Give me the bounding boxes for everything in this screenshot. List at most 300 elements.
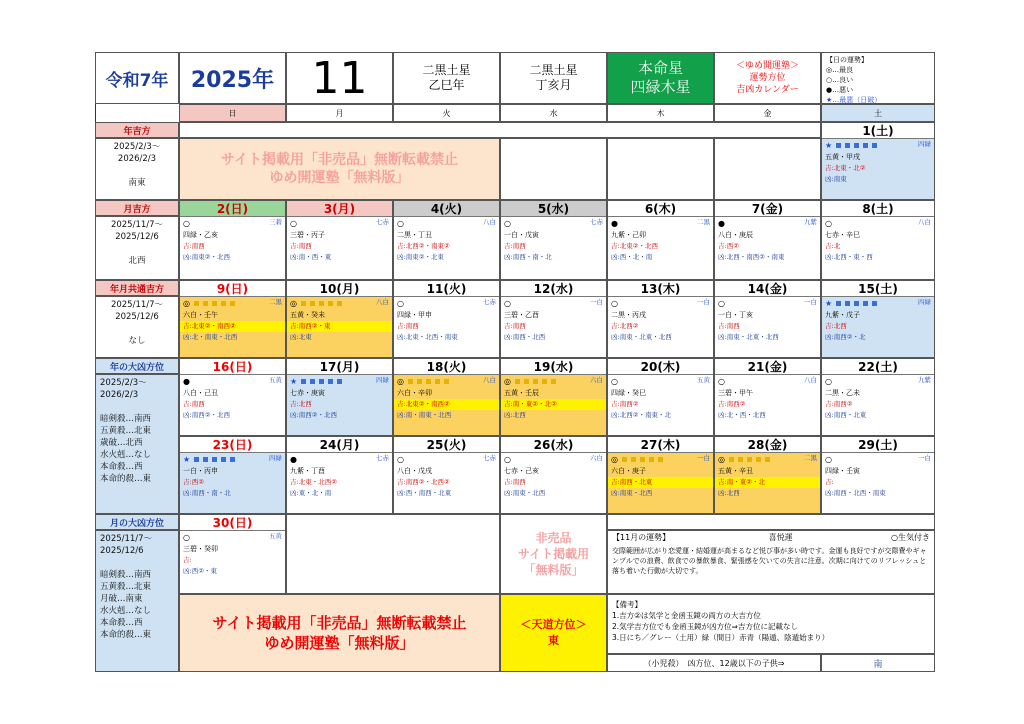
lucky-directions: 吉:南・東②・北	[715, 477, 820, 488]
nine-star: 九紫	[918, 376, 931, 384]
lucky-directions: 吉:北東・北②	[825, 164, 866, 172]
day-kanshi: 七赤・辛巳	[825, 231, 860, 239]
fortune-mark: ○	[397, 299, 404, 308]
month-lucky-info	[95, 216, 179, 280]
day-kanshi: 二黒・丙戌	[611, 311, 646, 319]
decor-squares	[513, 378, 558, 386]
day-date: 6(木)	[608, 201, 713, 217]
lucky-directions: 吉:北西	[825, 322, 847, 330]
day-body	[180, 375, 285, 436]
day-date: 16(日)	[180, 359, 285, 375]
legend-good: ○…良い	[826, 76, 854, 84]
month-star	[500, 52, 607, 104]
lucky-directions: 吉:北西	[290, 400, 312, 408]
day-mark-row	[501, 375, 606, 388]
weekday-0: 日	[179, 104, 286, 122]
unlucky-directions: 凶:北西	[504, 411, 526, 419]
day-date: 2(日)	[180, 201, 285, 217]
unlucky-directions: 凶:南・西・東	[290, 253, 332, 261]
day-date: 7(金)	[715, 201, 820, 217]
tendo-dir: 東	[548, 634, 559, 647]
day-body	[394, 297, 499, 358]
unlucky-directions: 凶:西・北・南	[611, 253, 653, 261]
blank-cell	[500, 138, 607, 200]
day-mark-row	[180, 217, 285, 230]
notice-bottom	[179, 594, 500, 672]
day-cell[interactable]	[286, 436, 393, 514]
day-mark-row	[715, 375, 820, 388]
day-date: 24(月)	[287, 437, 392, 453]
fortune-text: 交際範囲が広がり恋愛運・結婚運が高まるなど悦び事が多い時です。金運も良好ですが交際費やギャンブルでの浪費、飲食での暴飲暴食、緊張感を欠いての失言に注意。次期に向けてのリフレッシュと落ち着いた行動が大切です。	[612, 547, 927, 575]
day-mark-row	[287, 453, 392, 466]
lucky-directions: 吉:西②	[718, 242, 740, 250]
day-date: 30(日)	[180, 515, 285, 531]
day-cell[interactable]	[500, 200, 607, 280]
fortune-mark: ○	[183, 533, 190, 542]
day-body	[715, 375, 820, 436]
fortune-mark: ○	[504, 455, 511, 464]
day-body	[501, 217, 606, 280]
fortune-mark: ○	[718, 299, 725, 308]
fortune-mark: ◎	[718, 455, 725, 464]
unlucky-directions: 凶:東・北・南	[290, 489, 332, 497]
lucky-directions: 吉:	[825, 478, 834, 486]
year-bad-period: 2025/2/3〜 2026/2/3	[100, 378, 147, 400]
day-cell[interactable]	[286, 280, 393, 358]
fortune-mark: ○	[397, 455, 404, 464]
fortune-mark: ○	[825, 377, 832, 386]
day-body	[822, 139, 934, 200]
day-date: 11(火)	[394, 281, 499, 297]
unlucky-directions: 凶:南西②・北	[825, 333, 866, 341]
notice-top-line2: ゆめ開運塾「無料版」	[269, 170, 410, 186]
fortune-mark: ○	[504, 219, 511, 228]
day-mark-row	[394, 453, 499, 466]
nine-star: 一白	[804, 298, 817, 306]
nine-star: 五黄	[269, 532, 282, 540]
day-cell[interactable]	[714, 200, 821, 280]
day-kanshi: 五黄・癸未	[290, 311, 325, 319]
child-bad-dir: 南	[821, 654, 935, 672]
legend-best: ◎…最良	[826, 66, 854, 74]
nine-star: 八白	[483, 376, 496, 384]
day-cell[interactable]	[607, 436, 714, 514]
day-cell[interactable]	[821, 280, 935, 358]
day-body	[180, 217, 285, 280]
day-mark-row	[180, 531, 285, 544]
day-cell[interactable]	[607, 200, 714, 280]
fortune-mark: ●	[183, 377, 190, 386]
fortune-mark: ★	[290, 377, 298, 386]
day-mark-row	[608, 297, 713, 310]
unlucky-directions: 凶:南東・北西	[611, 489, 653, 497]
lucky-directions: 吉:	[183, 556, 192, 564]
month-bad-label: 月の大凶方位	[95, 514, 179, 530]
nine-star: 三碧	[269, 218, 282, 226]
legend-worst: ★…最悪（日破）	[826, 96, 882, 104]
lucky-directions: 吉:北東・北西②	[290, 478, 338, 486]
fortune-mark: ○	[825, 219, 832, 228]
day-date: 8(土)	[822, 201, 934, 217]
day-cell[interactable]	[500, 358, 607, 436]
day-cell[interactable]	[393, 358, 500, 436]
day-kanshi: 三碧・乙酉	[504, 311, 539, 319]
day-kanshi: 七赤・己亥	[504, 467, 539, 475]
lucky-directions: 吉:南西	[718, 322, 740, 330]
tendo-label: ＜天道方位＞	[520, 618, 587, 631]
nine-star: 一白	[697, 454, 710, 462]
lucky-directions: 吉:南・東②・北②	[501, 399, 606, 410]
decor-squares	[299, 300, 344, 308]
day-date: 9(日)	[180, 281, 285, 297]
day-mark-row	[822, 297, 934, 310]
unlucky-directions: 凶:北西・南西②・南東	[718, 253, 785, 261]
day-mark-row	[287, 297, 392, 310]
unlucky-directions: 凶:北西・東・西	[825, 253, 873, 261]
notes-line-2: 2.気学吉方位でも金函玉鏡が凶方位⇒吉方位に記載なし	[612, 622, 798, 631]
lucky-directions: 吉:北東②・北西	[611, 242, 659, 250]
day-body	[180, 531, 285, 594]
nine-star: 八白	[376, 298, 389, 306]
day-body	[715, 453, 820, 514]
day-date: 20(木)	[608, 359, 713, 375]
day-mark-row	[715, 217, 820, 230]
fortune-mark: ◎	[290, 299, 297, 308]
day-kanshi: 六白・壬午	[183, 311, 218, 319]
legend-title: 【日の運勢】	[826, 56, 868, 64]
unlucky-directions: 凶:北西②・南東・北	[611, 411, 672, 419]
blank-cell	[714, 138, 821, 200]
day-date: 29(土)	[822, 437, 934, 453]
month-lucky-dir: 北西	[128, 256, 146, 266]
nine-star: 四緑	[269, 454, 282, 462]
day-kanshi: 三碧・丙子	[290, 231, 325, 239]
fortune-mark: ★	[825, 141, 833, 150]
title-line-2: 運勢方位	[749, 73, 786, 83]
day-mark-row	[394, 375, 499, 388]
day-kanshi: 五黄・甲戌	[825, 153, 860, 161]
year-lucky-dir: 南東	[128, 178, 146, 188]
nine-star: 一白	[590, 298, 603, 306]
lucky-directions: 吉:南西②	[825, 400, 853, 408]
lucky-directions: 吉:西②	[183, 478, 205, 486]
decor-squares	[727, 456, 772, 464]
year-bad-info	[95, 374, 179, 514]
fortune-type: ○生気付き	[891, 533, 930, 542]
year-lucky-info	[95, 138, 179, 200]
nine-star: 七赤	[376, 454, 389, 462]
day-kanshi: 八白・己丑	[183, 389, 218, 397]
year-bad-label: 年の大凶方位	[95, 358, 179, 374]
unlucky-directions: 凶:南東②・北西	[183, 253, 231, 261]
day-cell[interactable]	[607, 280, 714, 358]
day-body	[822, 453, 934, 514]
day-mark-row	[287, 375, 392, 388]
day-date: 27(木)	[608, 437, 713, 453]
day-kanshi: 四緑・乙亥	[183, 231, 218, 239]
blank-cell	[286, 514, 500, 594]
day-date: 19(水)	[501, 359, 606, 375]
day-kanshi: 一白・丙申	[183, 467, 218, 475]
day-cell[interactable]	[500, 436, 607, 514]
notes-title: 【備考】	[612, 600, 642, 609]
day-mark-row	[180, 375, 285, 388]
era-label: 令和7年	[95, 52, 179, 104]
nine-star: 八白	[483, 218, 496, 226]
day-cell[interactable]	[714, 358, 821, 436]
weekday-2: 火	[393, 104, 500, 122]
decor-squares	[834, 142, 879, 150]
day-mark-row	[287, 217, 392, 230]
day-body	[180, 297, 285, 358]
day-mark-row	[822, 139, 934, 152]
day-date: 3(月)	[287, 201, 392, 217]
blank-header-row	[179, 122, 821, 138]
month-bad-list: 暗剣殺…南西 五黄殺…北東 月破…南東 水火剋…なし 本命殺…西 本命的殺…東	[100, 570, 152, 640]
day-cell[interactable]	[179, 514, 286, 594]
weekday-6: 土	[821, 104, 935, 122]
day-body	[180, 453, 285, 514]
day-date: 1(土)	[822, 123, 934, 139]
decor-squares	[192, 300, 237, 308]
notice-small: 非売品 サイト掲載用 「無料版」	[500, 514, 607, 594]
fortune-mark: ◎	[183, 299, 190, 308]
day-date: 10(月)	[287, 281, 392, 297]
notes-box	[607, 594, 935, 654]
blank-cell	[607, 138, 714, 200]
day-cell[interactable]	[393, 280, 500, 358]
day-cell[interactable]	[179, 436, 286, 514]
common-lucky-label: 年月共通吉方	[95, 280, 179, 296]
day-body	[608, 217, 713, 280]
day-kanshi: 六白・庚子	[611, 467, 646, 475]
day-cell[interactable]	[714, 280, 821, 358]
notice-top	[179, 138, 500, 200]
day-cell[interactable]	[286, 358, 393, 436]
day-body	[822, 297, 934, 358]
fortune-mark: ○	[504, 299, 511, 308]
day-cell[interactable]	[179, 200, 286, 280]
lucky-directions: 吉:北西②・南東②	[397, 242, 450, 250]
unlucky-directions: 凶:南西・南・北	[504, 253, 552, 261]
day-kanshi: 一白・丁亥	[718, 311, 753, 319]
month-bad-period: 2025/11/7〜 2025/12/6	[100, 534, 153, 556]
year-lucky-period: 2025/2/3〜 2026/2/3	[113, 142, 161, 164]
nine-star: 二黒	[269, 298, 282, 306]
lucky-directions: 吉:北西②	[611, 322, 639, 330]
honmei-label: 本命星	[637, 59, 683, 77]
nine-star: 四緑	[376, 376, 389, 384]
year-bad-list: 暗剣殺…南西 五黄殺…北東 歳破…北西 水火剋…なし 本命殺…西 本命的殺…東	[100, 414, 152, 484]
day-mark-row	[608, 453, 713, 466]
day-kanshi: 六白・辛卯	[397, 389, 432, 397]
honmei-star-box	[607, 52, 714, 104]
unlucky-directions: 凶:南東・北西	[504, 489, 546, 497]
day-body	[822, 375, 934, 436]
month-lucky-label: 月吉方	[95, 200, 179, 216]
day-date: 26(水)	[501, 437, 606, 453]
notice-bottom-line1: サイト掲載用「非売品」無断転載禁止	[212, 614, 467, 632]
lucky-directions: 吉:南西	[504, 478, 526, 486]
day-body	[287, 217, 392, 280]
day-cell[interactable]	[821, 436, 935, 514]
nine-star: 五黄	[269, 376, 282, 384]
year-star-text: 二黒土星	[422, 63, 471, 77]
day-mark-row	[394, 297, 499, 310]
day-cell[interactable]	[393, 436, 500, 514]
day-cell[interactable]	[393, 200, 500, 280]
fortune-mark: ○	[397, 219, 404, 228]
lucky-directions: 吉:南西	[183, 242, 205, 250]
day-cell[interactable]	[500, 280, 607, 358]
day-kanshi: 二黒・乙未	[825, 389, 860, 397]
day-cell[interactable]	[821, 122, 935, 200]
nine-star: 一白	[697, 298, 710, 306]
unlucky-directions: 凶:北東・北西・南東	[397, 333, 458, 341]
decor-squares	[620, 456, 665, 464]
day-body	[287, 375, 392, 436]
day-kanshi: 五黄・辛丑	[718, 467, 753, 475]
lucky-directions: 吉:北東②・南西②	[394, 399, 499, 410]
nine-star: 六白	[590, 376, 603, 384]
day-mark-row	[180, 453, 285, 466]
day-cell[interactable]	[607, 358, 714, 436]
day-cell[interactable]	[714, 436, 821, 514]
unlucky-directions: 凶:南西②・北西	[290, 411, 338, 419]
fortune-mark: ○	[718, 377, 725, 386]
day-body	[608, 453, 713, 514]
unlucky-directions: 凶:北西	[718, 489, 740, 497]
day-date: 22(土)	[822, 359, 934, 375]
fortune-mark: ○	[290, 219, 297, 228]
lucky-directions: 吉:南西	[397, 322, 419, 330]
fortune-mark: ●	[290, 455, 297, 464]
unlucky-directions: 凶:北・西・北西	[718, 411, 766, 419]
unlucky-directions: 凶:南東・北東・北西	[611, 333, 672, 341]
day-cell[interactable]	[821, 200, 935, 280]
day-date: 18(火)	[394, 359, 499, 375]
day-mark-row	[822, 375, 934, 388]
day-cell[interactable]	[286, 200, 393, 280]
day-date: 14(金)	[715, 281, 820, 297]
day-cell[interactable]	[179, 280, 286, 358]
day-mark-row	[501, 297, 606, 310]
unlucky-directions: 凶:北東	[290, 333, 312, 341]
fortune-mark: ○	[611, 377, 618, 386]
day-body	[394, 217, 499, 280]
nine-star: 九紫	[804, 218, 817, 226]
unlucky-directions: 凶:南東	[825, 175, 847, 183]
day-body	[608, 375, 713, 436]
day-kanshi: 五黄・壬辰	[504, 389, 539, 397]
unlucky-directions: 凶:南東②・北東	[397, 253, 445, 261]
day-body	[394, 375, 499, 436]
unlucky-directions: 凶:北・南東・北西	[183, 333, 238, 341]
lucky-directions: 吉:南西	[504, 322, 526, 330]
fortune-legend	[821, 52, 935, 104]
nine-star: 一白	[918, 454, 931, 462]
day-kanshi: 九紫・丁酉	[290, 467, 325, 475]
weekday-1: 月	[286, 104, 393, 122]
month-number: 11	[286, 52, 393, 104]
day-body	[715, 297, 820, 358]
day-mark-row	[715, 297, 820, 310]
lucky-directions: 吉:南西②	[718, 400, 746, 408]
decor-squares	[299, 378, 344, 386]
decor-squares	[406, 378, 451, 386]
title-line-1: ＜ゆめ開運塾＞	[735, 61, 799, 71]
day-date: 15(土)	[822, 281, 934, 297]
year-label: 2025年	[179, 52, 286, 104]
nine-star: 八白	[918, 218, 931, 226]
fortune-header-blank	[607, 514, 935, 530]
day-body	[501, 297, 606, 358]
child-bad-label: （小児殺） 凶方位、12歳以下の子供⇒	[607, 654, 821, 672]
month-bad-info	[95, 530, 179, 672]
day-body	[287, 297, 392, 358]
day-date: 12(水)	[501, 281, 606, 297]
nine-star: 五黄	[697, 376, 710, 384]
notes-line-1: 1.吉方②は気学と金函玉鏡の両方の大吉方位	[612, 611, 761, 620]
day-cell[interactable]	[179, 358, 286, 436]
day-body	[394, 453, 499, 514]
nine-star: 七赤	[483, 298, 496, 306]
day-date: 25(火)	[394, 437, 499, 453]
day-kanshi: 四緑・癸巳	[611, 389, 646, 397]
common-lucky-period: 2025/11/7〜 2025/12/6	[110, 300, 164, 322]
weekday-3: 水	[500, 104, 607, 122]
common-lucky-dir: なし	[128, 336, 146, 346]
day-body	[608, 297, 713, 358]
decor-squares	[834, 300, 879, 308]
day-date: 23(日)	[180, 437, 285, 453]
nine-star: 二黒	[697, 218, 710, 226]
nine-star: 六白	[590, 454, 603, 462]
legend-bad: ●…悪い	[826, 86, 854, 94]
day-mark-row	[608, 217, 713, 230]
lucky-directions: 吉:南西・北東	[608, 477, 713, 488]
day-date: 28(金)	[715, 437, 820, 453]
notice-top-line1: サイト掲載用「非売品」無断転載禁止	[220, 152, 459, 168]
fortune-mark: ○	[611, 299, 618, 308]
fortune-title: 【11月の運勢】	[612, 533, 671, 542]
decor-squares	[192, 456, 237, 464]
day-mark-row	[394, 217, 499, 230]
nine-star: 四緑	[918, 140, 931, 148]
day-mark-row	[822, 217, 934, 230]
day-cell[interactable]	[821, 358, 935, 436]
unlucky-directions: 凶:南・南東・北西	[397, 411, 452, 419]
day-date: 4(火)	[394, 201, 499, 217]
day-kanshi: 四緑・壬寅	[825, 467, 860, 475]
month-lucky-period: 2025/11/7〜 2025/12/6	[110, 220, 164, 242]
fortune-mark: ◎	[397, 377, 404, 386]
fortune-mark: ★	[825, 299, 833, 308]
day-mark-row	[501, 453, 606, 466]
day-mark-row	[715, 453, 820, 466]
day-body	[501, 453, 606, 514]
weekday-5: 金	[714, 104, 821, 122]
day-body	[287, 453, 392, 514]
day-kanshi: 七赤・庚寅	[290, 389, 325, 397]
day-mark-row	[501, 217, 606, 230]
fortune-mark: ●	[718, 219, 725, 228]
nine-star: 四緑	[918, 298, 931, 306]
unlucky-directions: 凶:南西・北東	[825, 411, 867, 419]
day-mark-row	[822, 453, 934, 466]
year-kanshi-text: 乙巳年	[428, 78, 465, 92]
day-kanshi: 四緑・甲申	[397, 311, 432, 319]
